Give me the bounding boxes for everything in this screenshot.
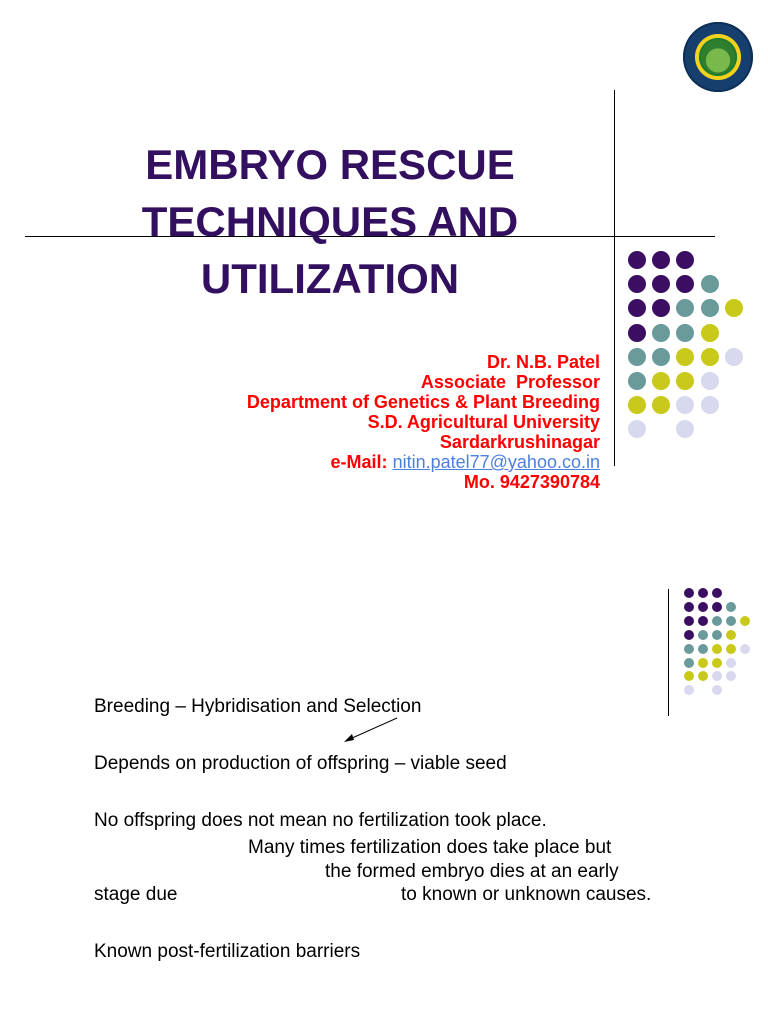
decorative-dot bbox=[628, 251, 646, 269]
author-name: Dr. N.B. Patel bbox=[486, 352, 600, 372]
decorative-dot bbox=[698, 630, 708, 640]
decorative-dot bbox=[698, 671, 708, 681]
decorative-dot bbox=[698, 602, 708, 612]
line-depends: Depends on production of offspring – viable seed bbox=[94, 753, 507, 774]
line-causes: to known or unknown causes. bbox=[401, 884, 652, 905]
decorative-dot bbox=[712, 588, 722, 598]
decorative-dot bbox=[652, 372, 670, 390]
decorative-dot bbox=[652, 348, 670, 366]
decorative-dot bbox=[676, 299, 694, 317]
decorative-dot bbox=[652, 299, 670, 317]
decorative-dot bbox=[652, 324, 670, 342]
author-mobile: Mo. 9427390784 bbox=[463, 472, 600, 492]
decorative-dot bbox=[726, 630, 736, 640]
seal-emblem bbox=[701, 40, 735, 74]
decorative-dot bbox=[676, 396, 694, 414]
decorative-dot bbox=[628, 275, 646, 293]
author-position: Associate Professor bbox=[420, 372, 600, 392]
decorative-dot bbox=[684, 685, 694, 695]
decorative-dot bbox=[652, 251, 670, 269]
decorative-dot bbox=[628, 324, 646, 342]
decorative-dot bbox=[684, 671, 694, 681]
email-link[interactable]: nitin.patel77@yahoo.co.in bbox=[392, 452, 600, 472]
decorative-dot bbox=[725, 299, 743, 317]
decorative-dot bbox=[684, 602, 694, 612]
author-location: Sardarkrushinagar bbox=[439, 432, 600, 452]
line-no-offspring: No offspring does not mean no fertilization took place. bbox=[94, 810, 547, 831]
slide-title bbox=[80, 136, 580, 307]
title-line-3: UTILIZATION bbox=[200, 255, 460, 302]
decorative-dot bbox=[628, 348, 646, 366]
decorative-dot bbox=[726, 616, 736, 626]
line-embryo-dies: the formed embryo dies at an early bbox=[325, 861, 619, 882]
decorative-dot bbox=[726, 658, 736, 668]
decorative-dot bbox=[701, 324, 719, 342]
author-email-row bbox=[180, 452, 600, 472]
decorative-dot bbox=[712, 671, 722, 681]
decorative-dot bbox=[684, 644, 694, 654]
decorative-dot bbox=[726, 671, 736, 681]
decorative-dot bbox=[698, 644, 708, 654]
decorative-dot bbox=[701, 396, 719, 414]
decorative-dot bbox=[652, 275, 670, 293]
decorative-dot bbox=[628, 396, 646, 414]
decorative-dot bbox=[676, 348, 694, 366]
decorative-dot bbox=[628, 420, 646, 438]
decorative-dot bbox=[684, 616, 694, 626]
line-breeding: Breeding – Hybridisation and Selection bbox=[94, 696, 422, 717]
decorative-dot bbox=[740, 644, 750, 654]
author-department: Department of Genetics & Plant Breeding bbox=[246, 392, 600, 412]
author-info bbox=[180, 352, 600, 492]
decorative-dot bbox=[726, 602, 736, 612]
decorative-dot bbox=[701, 275, 719, 293]
decorative-dot bbox=[712, 685, 722, 695]
decorative-dot bbox=[725, 348, 743, 366]
decorative-dot bbox=[676, 324, 694, 342]
university-seal-icon bbox=[683, 22, 753, 92]
line-many-times: Many times fertilization does take place but bbox=[248, 837, 612, 858]
decorative-dot bbox=[676, 420, 694, 438]
decorative-dot bbox=[698, 658, 708, 668]
decorative-dot bbox=[698, 588, 708, 598]
decorative-dot bbox=[726, 644, 736, 654]
decorative-dot bbox=[701, 348, 719, 366]
author-university: S.D. Agricultural University bbox=[367, 412, 600, 432]
decorative-dot bbox=[698, 616, 708, 626]
email-label: e-Mail: bbox=[330, 452, 388, 472]
decorative-dot bbox=[701, 372, 719, 390]
decorative-dot bbox=[712, 602, 722, 612]
title-line-1: EMBRYO RESCUE bbox=[145, 141, 515, 188]
decorative-dot bbox=[676, 372, 694, 390]
arrow-icon bbox=[330, 715, 410, 745]
decorative-dot bbox=[684, 630, 694, 640]
title-line-2: TECHNIQUES AND bbox=[141, 198, 519, 245]
decorative-dot bbox=[740, 616, 750, 626]
line-stage-due: stage due bbox=[94, 884, 178, 905]
decorative-dot bbox=[712, 658, 722, 668]
decorative-dot bbox=[628, 299, 646, 317]
decorative-dot bbox=[676, 275, 694, 293]
decorative-dot bbox=[712, 644, 722, 654]
decorative-dot bbox=[676, 251, 694, 269]
line-barriers: Known post-fertilization barriers bbox=[94, 941, 361, 962]
decorative-dot bbox=[652, 396, 670, 414]
vertical-divider-small bbox=[668, 589, 669, 716]
decorative-dot bbox=[712, 616, 722, 626]
vertical-divider bbox=[614, 90, 615, 466]
decorative-dot bbox=[684, 658, 694, 668]
decorative-dot bbox=[701, 299, 719, 317]
decorative-dot bbox=[628, 372, 646, 390]
decorative-dot bbox=[712, 630, 722, 640]
decorative-dot bbox=[684, 588, 694, 598]
